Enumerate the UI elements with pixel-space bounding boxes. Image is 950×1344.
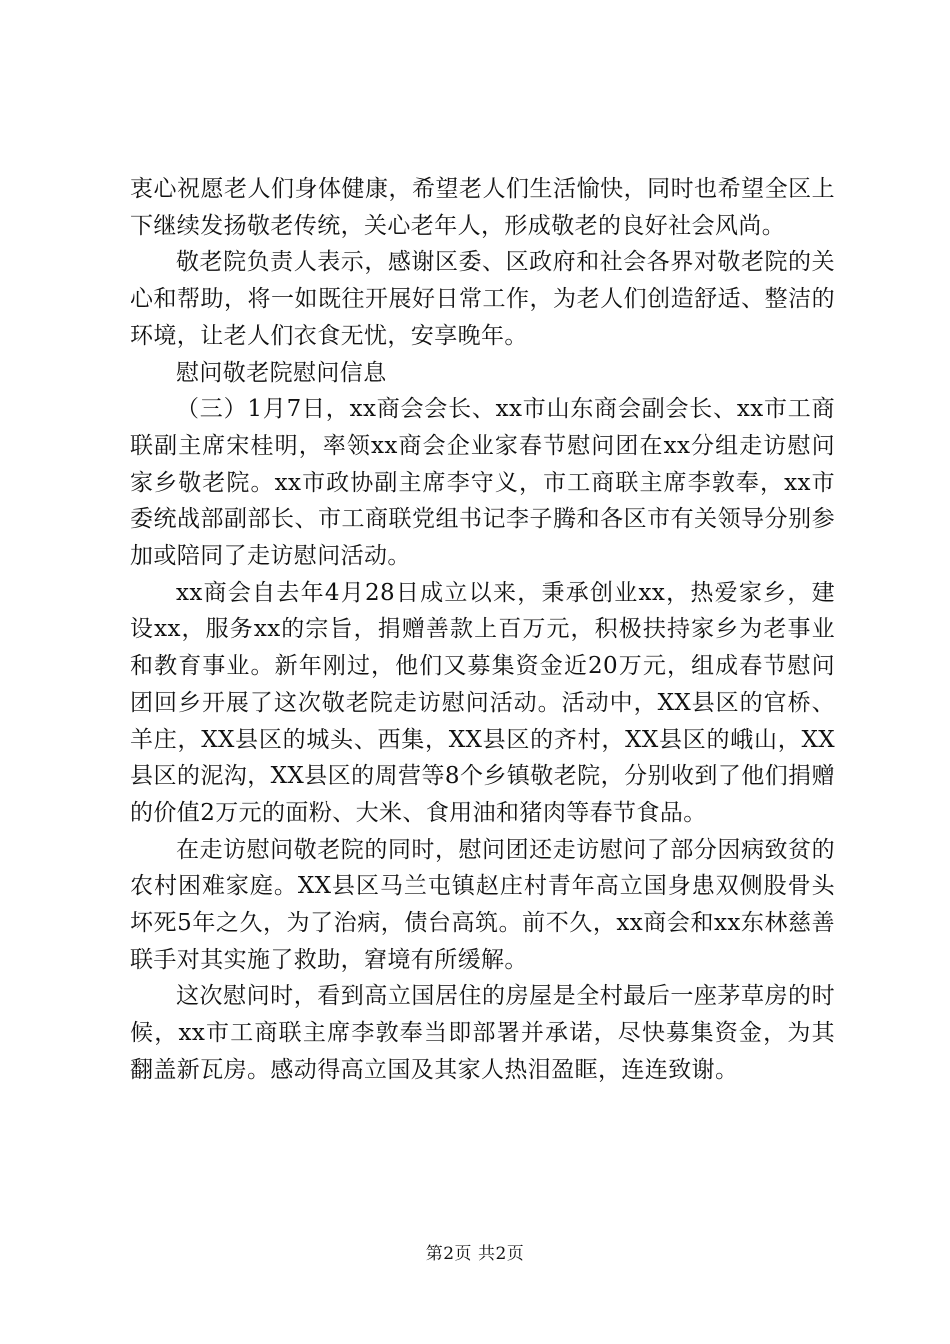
page-number: 第2页 (425, 1244, 473, 1264)
paragraph-2: 敬老院负责人表示，感谢区委、区政府和社会各界对敬老院的关心和帮助，将一如既往开展好日常工作，为老人们创造舒适、整洁的环境，让老人们衣食无忧，安享晚年。 (130, 249, 835, 349)
paragraph-4: xx商会自去年4月28日成立以来，秉承创业xx，热爱家乡，建设xx，服务xx的宗旨，捐赠善款上百万元，积极扶持家乡为老事业和教育事业。新年刚过，他们又募集资金近20万元，组成春节慰问团回乡开展了这次敬老院走访慰问活动。活动中，XX县区的官桥、羊庄，XX县区的城头、西集，XX县区的齐村，XX县区的峨山，XX县区的泥沟，XX县区的周营等8个乡镇敬老院，分别收到了他们捐赠的价值2万元的面粉、大米、食用油和猪肉等春节食品。 (130, 579, 835, 826)
document-body (130, 171, 835, 1089)
paragraph-1: 衷心祝愿老人们身体健康，希望老人们生活愉快，同时也希望全区上下继续发扬敬老传统，关心老年人，形成敬老的良好社会风尚。 (130, 176, 835, 239)
page-footer (0, 1243, 950, 1265)
page-total: 共2页 (477, 1244, 525, 1264)
paragraph-5: 在走访慰问敬老院的同时，慰问团还走访慰问了部分因病致贫的农村困难家庭。XX县区马兰屯镇赵庄村青年高立国身患双侧股骨头坏死5年之久，为了治病，债台高筑。前不久，xx商会和xx东林慈善联手对其实施了救助，窘境有所缓解。 (130, 836, 835, 973)
paragraph-3: （三）1月7日，xx商会会长、xx市山东商会副会长、xx市工商联副主席宋桂明，率领xx商会企业家春节慰问团在xx分组走访慰问家乡敬老院。xx市政协副主席李守义，市工商联主席李敦奉，xx市委统战部副部长、市工商联党组书记李子腾和各区市有关领导分别参加或陪同了走访慰问活动。 (130, 396, 835, 570)
paragraph-6: 这次慰问时，看到高立国居住的房屋是全村最后一座茅草房的时候，xx市工商联主席李敦奉当即部署并承诺，尽快募集资金，为其翻盖新瓦房。感动得高立国及其家人热泪盈眶，连连致谢。 (130, 983, 835, 1083)
section-heading: 慰问敬老院慰问信息 (176, 359, 387, 386)
